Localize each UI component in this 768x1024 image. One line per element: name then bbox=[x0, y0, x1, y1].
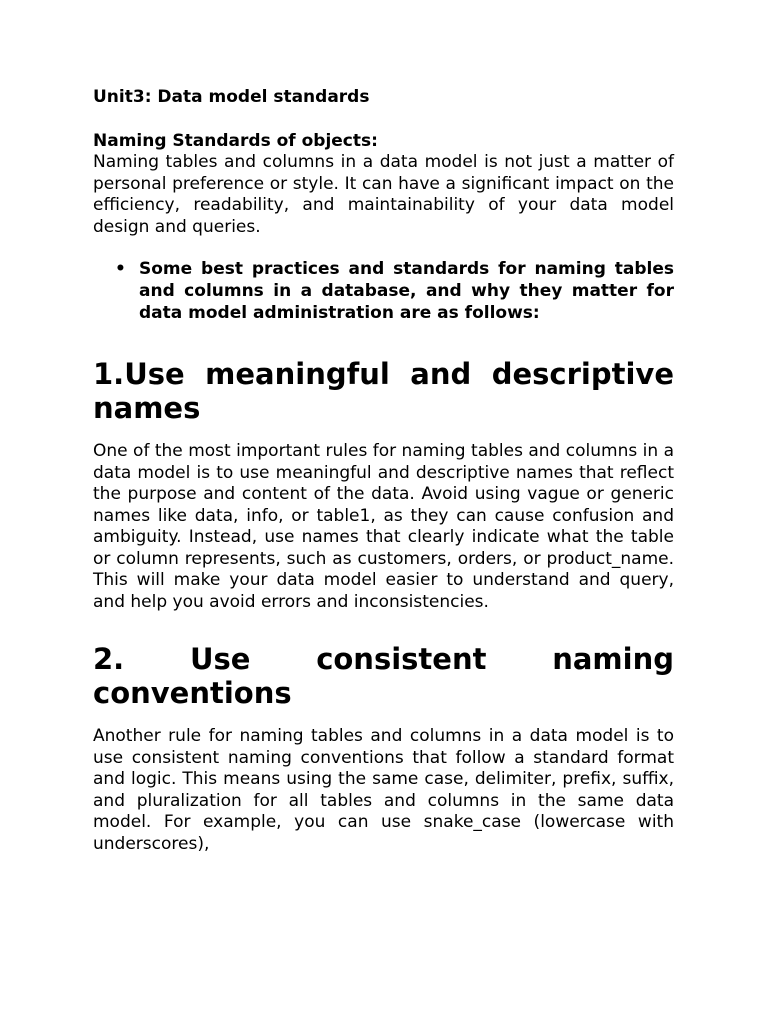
naming-standards-subheading: Naming Standards of objects: bbox=[93, 131, 378, 151]
best-practices-list bbox=[93, 258, 674, 324]
bullet-text: Some best practices and standards for naming tables and columns in a database, and why they matter for data model administration are as follows: bbox=[139, 259, 674, 323]
document-page bbox=[93, 86, 674, 855]
bullet-icon: • bbox=[115, 259, 126, 279]
section-body-meaningful-names: One of the most important rules for naming tables and columns in a data model is to use meaningful and descriptive names that reflect the purpose and content of the data. Avoid using vague or generic names like data, info, or table1, as they can cause confusion and ambiguity. Instead, use names that clearly indicate what the table or column represents, such as customers, orders, or product_name. This will make your data model easier to understand and query, and help you avoid errors and inconsistencies. bbox=[93, 441, 674, 612]
section-heading-consistent-conventions: 2. Use consistent naming conventions bbox=[93, 642, 674, 710]
unit-title: Unit3: Data model standards bbox=[93, 87, 370, 107]
section-body-consistent-conventions: Another rule for naming tables and columns in a data model is to use consistent naming conventions that follow a standard format and logic. This means using the same case, delimiter, prefix, suffix, and pluralization for all tables and columns in the same data model. For example, you can use snake_case (lowercase with underscores), bbox=[93, 726, 674, 854]
intro-paragraph: Naming tables and columns in a data model is not just a matter of personal preference or style. It can have a significant impact on the efficiency, readability, and maintainability of your data model design and queries. bbox=[93, 152, 674, 237]
list-item bbox=[115, 258, 674, 324]
section-heading-meaningful-names: 1.Use meaningful and descriptive names bbox=[93, 357, 674, 425]
